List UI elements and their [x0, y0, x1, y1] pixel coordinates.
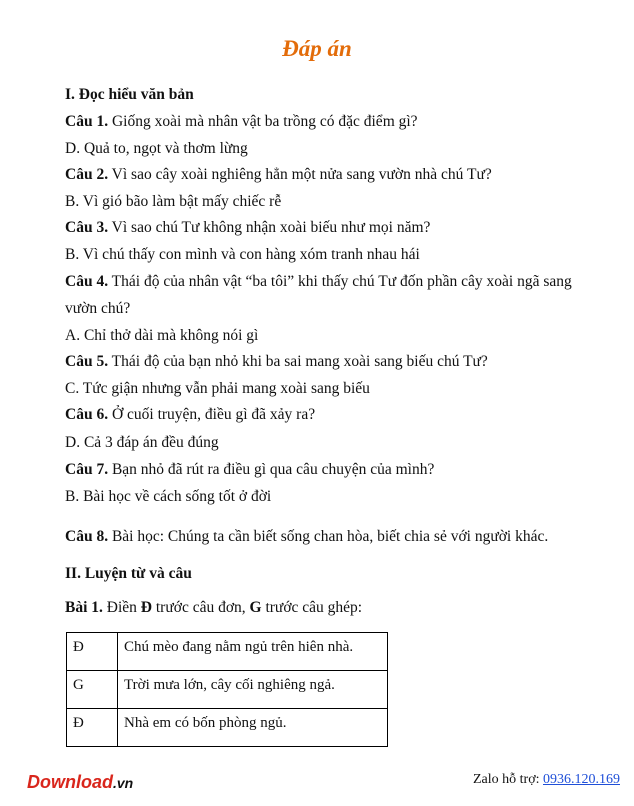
answer-2: B. Vì gió bão làm bật mấy chiếc rễ: [65, 193, 282, 210]
exercise-label: Bài 1.: [65, 599, 103, 616]
question-label: Câu 6.: [65, 406, 109, 423]
instruction-text: trước câu ghép:: [261, 599, 363, 616]
question-label: Câu 2.: [65, 166, 109, 183]
question-text: Ở cuối truyện, điều gì đã xảy ra?: [108, 406, 316, 423]
question-text: Thái độ của nhân vật “ba tôi” khi thấy chú Tư đốn phần cây xoài ngã sang: [108, 273, 572, 290]
question-3: [65, 219, 430, 237]
question-4: [65, 273, 572, 291]
table-row: [67, 709, 388, 747]
download-logo[interactable]: [27, 772, 133, 793]
answer-4: A. Chỉ thở dài mà không nói gì: [65, 327, 259, 344]
table-cell-key: G: [67, 671, 118, 709]
mark-simple: Đ: [140, 599, 152, 616]
question-text: Bài học: Chúng ta cần biết sống chan hòa, biết chia sẻ với người khác.: [108, 528, 549, 545]
question-label: Câu 3.: [65, 219, 109, 236]
table-row: [67, 633, 388, 671]
table-cell-sentence: Trời mưa lớn, cây cối nghiêng ngả.: [118, 671, 388, 709]
table-cell-sentence: Chú mèo đang nằm ngủ trên hiên nhà.: [118, 633, 388, 671]
question-1: [65, 113, 418, 131]
question-label: Câu 5.: [65, 353, 109, 370]
logo-text: Download: [27, 772, 113, 792]
question-label: Câu 8.: [65, 528, 109, 545]
answer-5: C. Tức giận nhưng vẫn phải mang xoài sang biếu: [65, 380, 370, 397]
support-contact: [473, 772, 620, 788]
question-7: [65, 461, 434, 479]
table-cell-sentence: Nhà em có bốn phòng ngủ.: [118, 709, 388, 747]
question-label: Câu 4.: [65, 273, 109, 290]
question-label: Câu 1.: [65, 113, 109, 130]
mark-compound: G: [249, 599, 262, 616]
question-text: Giống xoài mà nhân vật ba trồng có đặc điểm gì?: [108, 113, 418, 130]
table-cell-key: Đ: [67, 709, 118, 747]
question-label: Câu 7.: [65, 461, 109, 478]
question-text: Vì sao chú Tư không nhận xoài biếu như mọi năm?: [108, 219, 431, 236]
instruction-text: trước câu đơn,: [152, 599, 250, 616]
table-row: [67, 671, 388, 709]
support-label: Zalo hỗ trợ:: [473, 772, 543, 787]
question-6: [65, 406, 315, 424]
answer-table: [66, 632, 388, 747]
answer-1: D. Quả to, ngọt và thơm lừng: [65, 140, 248, 157]
answer-6: D. Cả 3 đáp án đều đúng: [65, 434, 219, 451]
logo-suffix: .vn: [113, 775, 134, 791]
question-8: [65, 528, 548, 546]
question-text: Bạn nhỏ đã rút ra điều gì qua câu chuyện của mình?: [108, 461, 435, 478]
answer-3: B. Vì chú thấy con mình và con hàng xóm tranh nhau hái: [65, 246, 420, 263]
section-heading-reading: I. Đọc hiểu văn bản: [65, 86, 194, 103]
question-4-continued: vườn chú?: [65, 300, 131, 317]
exercise-1-instruction: [65, 599, 362, 617]
question-5: [65, 353, 488, 371]
page-title: Đáp án: [282, 36, 352, 61]
question-2: [65, 166, 492, 184]
support-phone-link[interactable]: 0936.120.169: [543, 772, 620, 787]
answer-7: B. Bài học về cách sống tốt ở đời: [65, 488, 272, 505]
instruction-text: Điền: [102, 599, 141, 616]
section-heading-vocabulary: II. Luyện từ và câu: [65, 565, 192, 582]
question-text: Vì sao cây xoài nghiêng hẳn một nửa sang vườn nhà chú Tư?: [108, 166, 492, 183]
table-cell-key: Đ: [67, 633, 118, 671]
question-text: Thái độ của bạn nhỏ khi ba sai mang xoài sang biếu chú Tư?: [108, 353, 488, 370]
